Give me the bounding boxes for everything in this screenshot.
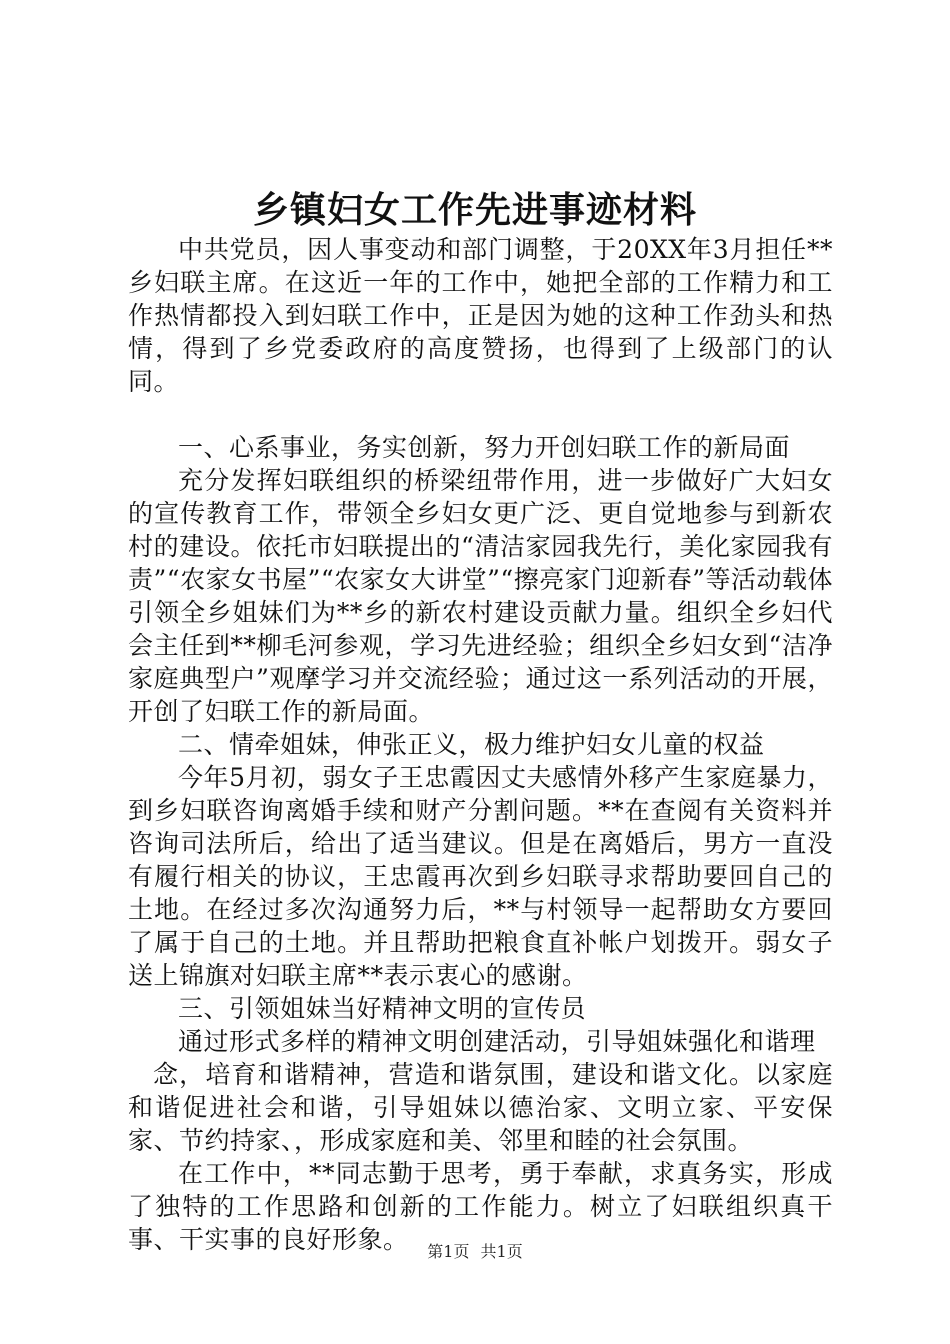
paragraph-spacer — [128, 398, 833, 431]
section-heading-3: 三、引领姐妹当好精神文明的宣传员 — [178, 994, 587, 1023]
section-body-3-continued: 念，培育和谐精神，营造和谐氛围，建设和谐文化。以家庭和谐促进社会和谐，引导姐妹以德治家、文明立家、平安保家、节约持家、，形成家庭和美、邻里和睦的社会氛围。 — [128, 1060, 833, 1155]
document-title: 乡镇妇女工作先进事迹材料 — [252, 189, 697, 231]
section-body-3-first-line: 通过形式多样的精神文明创建活动，引导姐妹强化和谐理 — [178, 1027, 816, 1056]
section-heading-2: 二、情牵姐妹，伸张正义，极力维护妇女儿童的权益 — [178, 730, 765, 759]
section-body-1: 充分发挥妇联组织的桥梁纽带作用，进一步做好广大妇女的宣传教育工作，带领全乡妇女更广泛、更自觉地参与到新农村的建设。依托市妇联提出的“清洁家园我先行，美化家园我有责”“农家女书屋”“农家女大讲堂”“擦亮家门迎新春”等活动载体引领全乡姐妹们为**乡的新农村建设贡献力量。组织全乡妇代会主任到**柳毛河参观，学习先进经验；组织全乡妇女到“洁净家庭典型户”观摩学习并交流经验；通过这一系列活动的开展，开创了妇联工作的新局面。 — [128, 466, 833, 726]
document-body — [128, 233, 833, 1256]
section-body-2: 今年5月初，弱女子王忠霞因丈夫感情外移产生家庭暴力，到乡妇联咨询离婚手续和财产分割问题。**在查阅有关资料并咨询司法所后，给出了适当建议。但是在离婚后，男方一直没有履行相关的协议，王忠霞再次到乡妇联寻求帮助要回自己的土地。在经过多次沟通努力后，**与村领导一起帮助女方要回了属于自己的土地。并且帮助把粮食直补帐户划拨开。弱女子送上锦旗对妇联主席**表示衷心的感谢。 — [128, 763, 833, 990]
page-footer — [0, 1240, 950, 1264]
page-number: 第1页 — [427, 1242, 470, 1261]
page-total: 共1页 — [480, 1242, 523, 1261]
intro-paragraph: 中共党员，因人事变动和部门调整，于20XX年3月担任**乡妇联主席。在这近一年的工作中，她把全部的工作精力和工作热情都投入到妇联工作中，正是因为她的这种工作劲头和热情，得到了乡党委政府的高度赞扬，也得到了上级部门的认同。 — [128, 235, 833, 396]
section-heading-1: 一、心系事业，务实创新，努力开创妇联工作的新局面 — [178, 433, 791, 462]
closing-paragraph: 在工作中，**同志勤于思考，勇于奉献，求真务实，形成了独特的工作思路和创新的工作能力。树立了妇联组织真干事、干实事的良好形象。 — [128, 1159, 833, 1254]
